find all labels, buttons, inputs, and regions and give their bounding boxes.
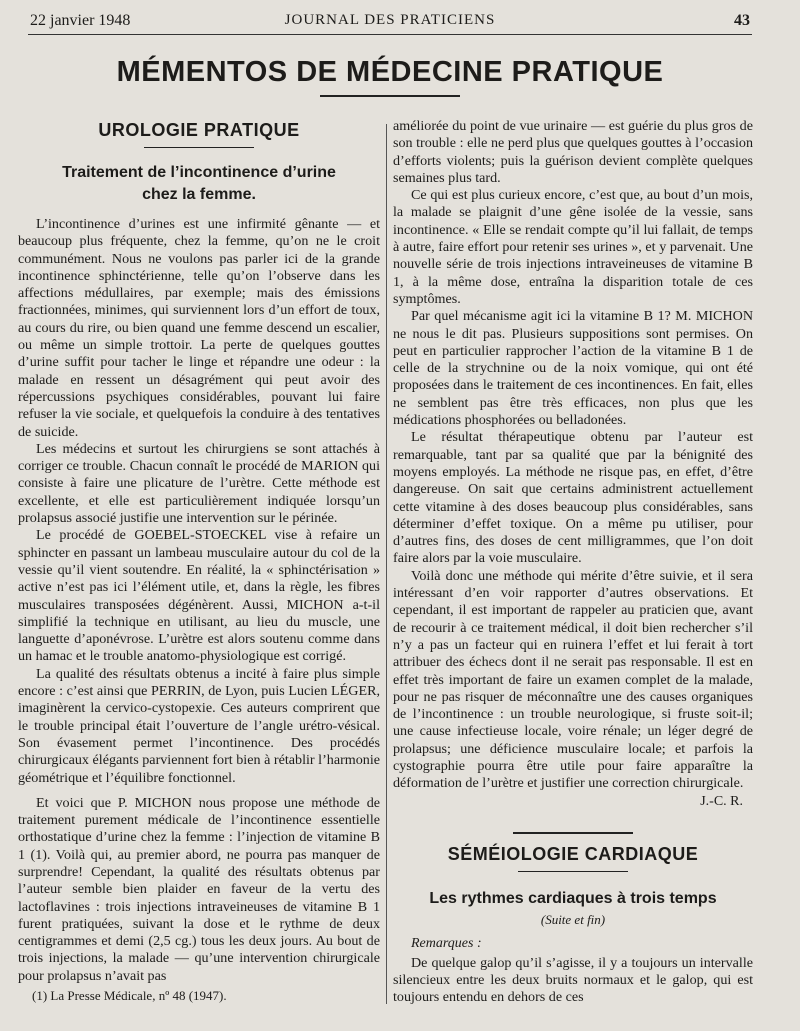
- running-header: [30, 10, 750, 34]
- remarques-heading: Remarques :: [411, 935, 482, 951]
- section-separator: [513, 832, 633, 834]
- left-column: [18, 112, 380, 985]
- paragraph: Par quel mécanisme agit ici la vitamine B 1? M. MICHON ne nous le dit pas. Plusieurs suppositions sont permises. On peut en particulier rapprocher l’action de la vitamine B 1 de celle de la strychnine ou de la noix vomique, qui ont été proposées dans le traitement de ces incontinences. En fait, elles ne semblent pas être très efficaces, non plus que les médications phosphorées ou belladonées.: [393, 308, 753, 429]
- header-date: 22 janvier 1948: [30, 12, 131, 29]
- paragraph: Le procédé de GOEBEL-STOECKEL vise à refaire un sphincter en passant un lambeau musculaire autour du col de la vessie qu’il vient soutendre. En réalité, la « sphinctérisation » active n’est pas ici l’élément utile, et, dans la règle, les fibres musculaires transposées dégénèrent. Aussi, MICHON a-t-il simplifié la technique en utilisant, au lieu du muscle, une languette d’aponévrose. L’urètre est alors soutenu comme dans un hamac et le trouble anatomo-physiologique est corrigé.: [18, 527, 380, 665]
- footnote: (1) La Presse Médicale, nº 48 (1947).: [32, 988, 227, 1003]
- title-rule: [320, 95, 460, 97]
- paragraph: Voilà donc une méthode qui mérite d’être suivie, et il sera intéressant d’en voir rapporter d’autres observations. Et cependant, il est important de rappeler au praticien que, avant de recourir à ce traitement médical, il doit bien rechercher s’il n’y a pas un facteur qui en ruinera l’effet et lui ferait à tort attribuer des échecs dont il ne serait pas responsable. Il est en effet très important de faire un examen complet de la malade, pour ne pas risquer de méconnaître une des causes organiques de l’incontinence : un trouble neurologique, si fruste soit-il; une cause infectieuse locale, voire rénale; un léger degré de prolapsus; une déficience musculaire locale; et parfois la cystographie pourra être utile pour faire apparaître la déformation de l’urètre et justifier une correction chirurgicale.: [393, 567, 753, 792]
- header-journal: JOURNAL DES PRATICIENS: [284, 12, 496, 28]
- article-title-line-1: Traitement de l’incontinence d’urine: [62, 164, 336, 181]
- article2-subtitle: (Suite et fin): [540, 911, 606, 927]
- section-title-cardiaque: SÉMÉIOLOGIE CARDIAQUE: [447, 843, 699, 864]
- section-rule: [144, 147, 254, 148]
- paragraph: La qualité des résultats obtenus a incité à faire plus simple encore : c’est ainsi que PERRIN, de Lyon, puis Lucien LÉGER, imaginèrent la cervico-cystopexie. Ces auteurs comprirent que le trouble principal était l’ouverture de l’angle urétro-vésical. Son évasement permet l’incontinence. Des procédés chirurgicaux élégants parviennent fort bien à rétablir l’harmonie géométrique et l’équilibre fonctionnel.: [18, 665, 380, 786]
- right-column: [393, 118, 753, 1006]
- article-title-line-2: chez la femme.: [142, 186, 256, 203]
- header-page-number: 43: [734, 12, 750, 29]
- main-title: MÉMENTOS DE MÉDECINE PRATIQUE: [116, 56, 664, 88]
- header-rule: [28, 34, 752, 35]
- section-rule: [518, 871, 628, 872]
- article2-title: Les rythmes cardiaques à trois temps: [429, 889, 717, 907]
- paragraph: Les médecins et surtout les chirurgiens se sont attachés à corriger ce trouble. Chacun connaît le procédé de MARION qui consiste à faire une plicature de l’urètre. Cette méthode est excellente, et elle est particulièrement indiquée lorsqu’un prolapsus associé justifie une intervention sur le périnée.: [18, 440, 380, 527]
- paragraph: Le résultat thérapeutique obtenu par l’auteur est remarquable, tant par sa qualité que par la bénignité des moyens employés. La méthode ne risque pas, en effet, d’être dangereuse. On sait que certains administrent actuellement cette vitamine à des doses beaucoup plus considérables, sans déterminer d’effet toxique. On a même pu utiliser, pour d’autres fins, des doses de cent milligrammes, que l’on doit faire alors par la voie musculaire.: [393, 429, 753, 567]
- article-title: [18, 162, 380, 206]
- paragraph: L’incontinence d’urines est une infirmité gênante — et beaucoup plus fréquente, chez la femme, qu’on ne le croit communément. Nous ne voulons pas parler ici de la grande incontinence sphinctérienne, telle qu’on l’observe dans les affections médullaires, par exemple; mais des émissions fractionnées, minimes, qui surviennent lors d’un effort de toux, au cours du rire, ou bien quand une femme descend un escalier, ou même un simple trottoir. La perte de quelques gouttes d’urine suffit pour tacher le linge et répandre une odeur : la malade en ressent un désagrément qui peut avoir des répercussions psychiques considérables, pouvant lui faire refuser la vie sociale, et quelquefois la conduire à des tentatives de suicide.: [18, 216, 380, 440]
- paragraph: De quelque galop qu’il s’agisse, il y a toujours un intervalle silencieux entre les deux bruits normaux et le galop, qui est toujours entendu en dehors de ces: [393, 954, 753, 1006]
- section-title-urologie: UROLOGIE PRATIQUE: [98, 120, 300, 140]
- paragraph: Et voici que P. MICHON nous propose une méthode de traitement purement médicale de l’incontinence essentielle orthostatique d’urine chez la femme : l’injection de vitamine B 1 (1). Voilà qui, au premier abord, ne pourra pas manquer de surprendre! Cependant, la qualité des résultats obtenus par l’auteur semble bien plaider en faveur de la vertu des lactoflavines : trois injections intraveineuses de vitamine B 1 furent pratiquées, suivant la dose et le rythme de deux centigrammes et demi (2,5 cg.) tous les deux jours. Au bout de trois injections, la malade — qu’une intervention chirurgicale pour prolapsus n’avait pas: [18, 794, 380, 984]
- paragraph: Ce qui est plus curieux encore, c’est que, au bout d’un mois, la malade se plaignit d’une gêne isolée de la vessie, sans incontinence. « Elle se rendait compte qu’il lui fallait, de temps à autre, faire effort pour retenir ses urines », et y parvenait. Une nouvelle série de trois injections intraveineuses de vitamine B 1, à la même dose, entraîna la disparition totale de ces symptômes.: [393, 187, 753, 307]
- signature: J.-C. R.: [700, 793, 743, 809]
- paragraph: améliorée du point de vue urinaire — est guérie du plus gros de son trouble : elle ne perd plus que quelques gouttes à l’occasion d’efforts violents; puis la guérison devient complète quelques semaines plus tard.: [393, 118, 753, 186]
- column-divider: [386, 124, 387, 1004]
